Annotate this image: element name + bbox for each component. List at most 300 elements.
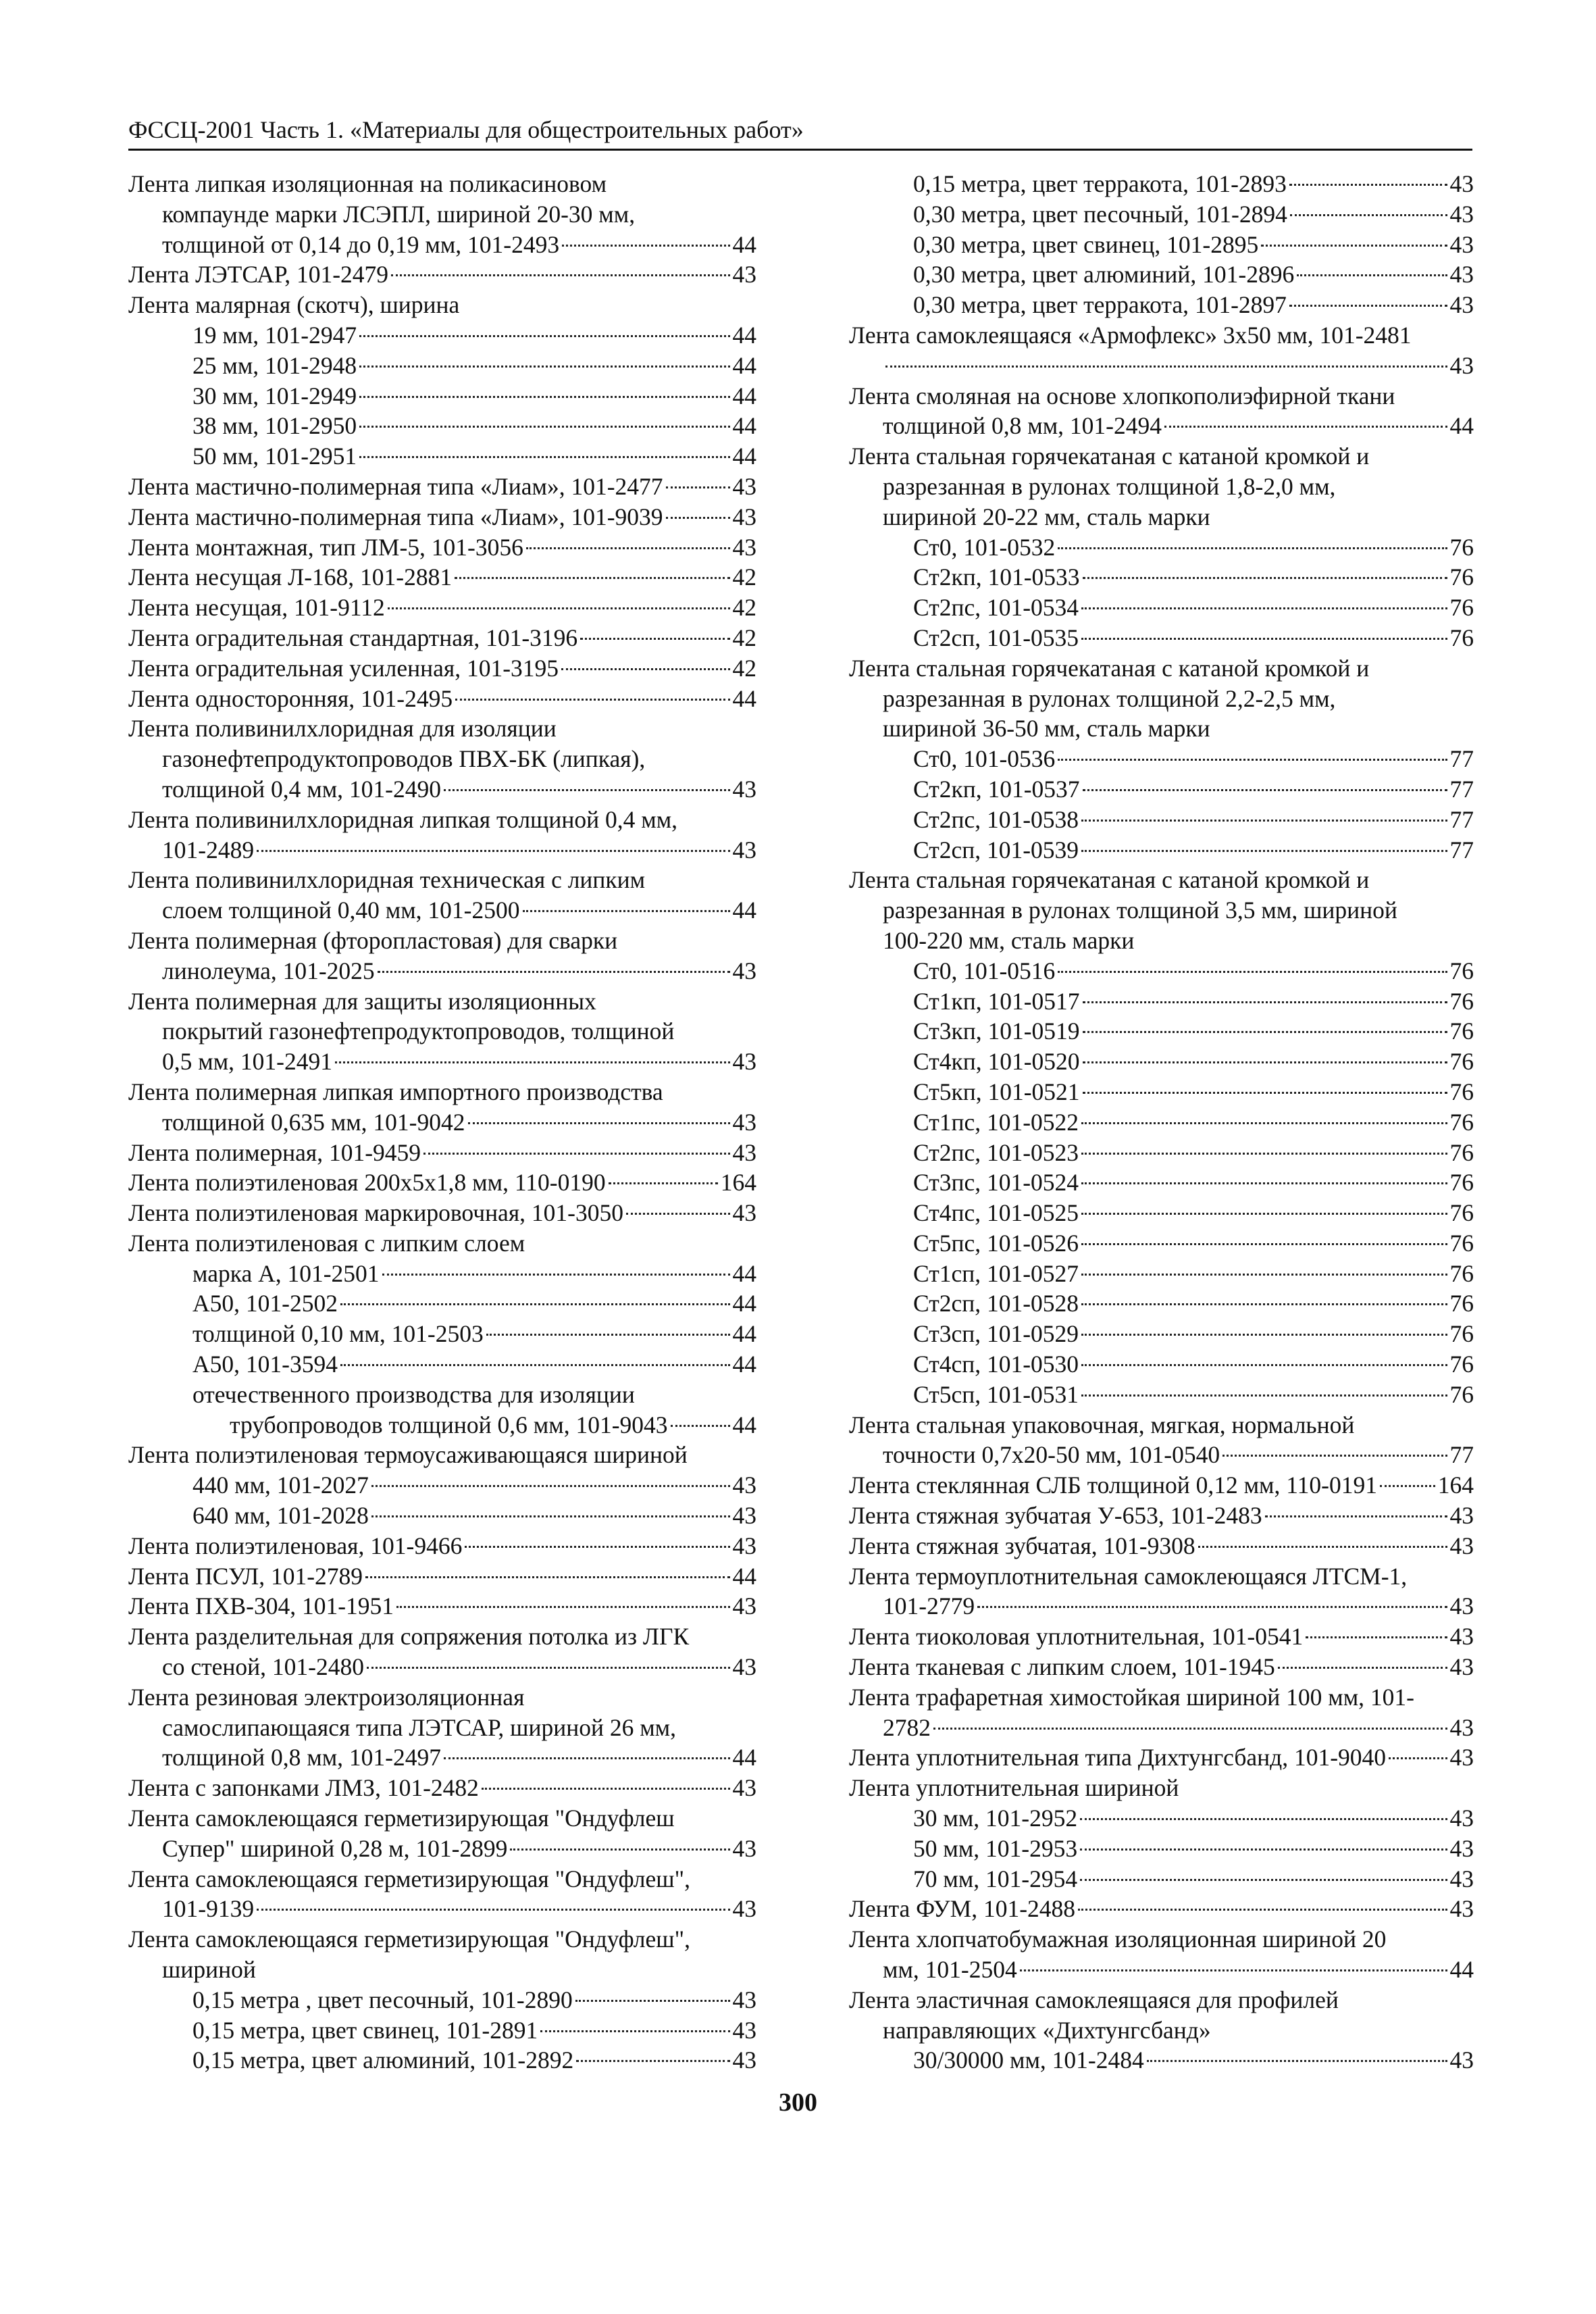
index-entry-text: толщиной 0,635 мм, 101-9042 bbox=[162, 1108, 465, 1136]
index-entry bbox=[128, 1742, 756, 1773]
index-entry-text: Ст2пс, 101-0523 bbox=[913, 1138, 1079, 1166]
page-header: ФССЦ-2001 Часть 1. «Материалы для общестроительных работ» bbox=[128, 115, 1472, 151]
index-entry-text: Лента несущая, 101-9112 bbox=[128, 594, 385, 622]
index-entry-page: 43 bbox=[1449, 1623, 1474, 1651]
index-entry-text: 30/30000 мм, 101-2484 bbox=[913, 2046, 1144, 2074]
dot-leader bbox=[388, 607, 730, 609]
index-entry-text: отечественного производства для изоляции bbox=[192, 1380, 635, 1408]
dot-leader bbox=[1083, 577, 1447, 579]
index-entry bbox=[128, 986, 756, 1017]
index-entry-text: Лента стальная упаковочная, мягкая, нормальной bbox=[849, 1411, 1355, 1438]
dot-leader bbox=[575, 2000, 730, 2002]
index-entry bbox=[128, 1803, 756, 1834]
index-entry bbox=[128, 713, 756, 744]
index-entry bbox=[849, 2015, 1474, 2046]
index-entry bbox=[849, 986, 1474, 1017]
index-entry-page: 44 bbox=[732, 351, 756, 379]
dot-leader bbox=[1081, 638, 1447, 640]
index-entry-page: 44 bbox=[732, 321, 756, 349]
index-entry-text: Лента стальная горячекатаная с катаной кромкой и bbox=[849, 654, 1370, 682]
index-entry bbox=[128, 835, 756, 865]
index-entry-page: 77 bbox=[1449, 775, 1474, 803]
index-entry-text: А50, 101-2502 bbox=[192, 1290, 338, 1317]
dot-leader bbox=[340, 1303, 730, 1305]
index-entry bbox=[849, 593, 1474, 623]
index-entry bbox=[849, 623, 1474, 653]
index-entry bbox=[849, 1652, 1474, 1682]
index-entry bbox=[849, 1380, 1474, 1410]
index-entry-page: 76 bbox=[1449, 1138, 1474, 1166]
index-entry bbox=[849, 259, 1474, 290]
index-entry-page: 43 bbox=[1449, 291, 1474, 319]
dot-leader bbox=[455, 577, 729, 579]
index-entry-text: Лента ПСУЛ, 101-2789 bbox=[128, 1562, 363, 1590]
index-entry-text: Лента малярная (скотч), ширина bbox=[128, 291, 460, 319]
index-entry bbox=[849, 320, 1474, 351]
dot-leader bbox=[1081, 1122, 1447, 1124]
index-entry bbox=[849, 1470, 1474, 1501]
index-entry bbox=[128, 1440, 756, 1470]
dot-leader bbox=[1020, 1969, 1447, 1971]
index-entry-text: Лента поливинилхлоридная липкая толщиной 0,4 мм, bbox=[128, 805, 678, 833]
index-entry-page: 43 bbox=[732, 957, 756, 984]
index-entry-page: 76 bbox=[1449, 624, 1474, 651]
index-entry-text: Лента термоуплотнительная самоклеющаяся ЛТСМ-1, bbox=[849, 1562, 1408, 1590]
index-entry-text: Ст2кп, 101-0533 bbox=[913, 563, 1080, 591]
index-entry bbox=[849, 774, 1474, 805]
index-entry-text: 0,15 метра, цвет терракота, 101-2893 bbox=[913, 170, 1287, 197]
dot-leader bbox=[378, 971, 730, 973]
index-entry-text: 101-9139 bbox=[162, 1895, 255, 1923]
dot-leader bbox=[933, 1728, 1447, 1730]
index-entry bbox=[849, 835, 1474, 865]
index-entry-page: 43 bbox=[1449, 1653, 1474, 1681]
index-entry bbox=[128, 865, 756, 895]
index-entry-page: 44 bbox=[1449, 412, 1474, 440]
index-entry bbox=[128, 1652, 756, 1682]
index-entry-text: Лента монтажная, тип ЛМ-5, 101-3056 bbox=[128, 533, 523, 561]
dot-leader bbox=[1078, 1909, 1447, 1911]
dot-leader bbox=[359, 366, 729, 368]
dot-leader bbox=[1198, 1546, 1447, 1548]
index-entry bbox=[128, 2015, 756, 2046]
index-entry bbox=[849, 1924, 1474, 1955]
index-entry-text: 0,30 метра, цвет алюминий, 101-2896 bbox=[913, 261, 1295, 288]
dot-leader bbox=[1083, 1001, 1447, 1003]
index-entry bbox=[128, 1047, 756, 1077]
dot-leader bbox=[1081, 820, 1447, 822]
index-entry-text: 2782 bbox=[883, 1713, 931, 1741]
index-entry-page: 164 bbox=[720, 1169, 756, 1197]
dot-leader bbox=[1083, 789, 1447, 791]
index-entry-text: со стеной, 101-2480 bbox=[162, 1653, 364, 1681]
index-entry bbox=[849, 1167, 1474, 1198]
index-entry bbox=[849, 1531, 1474, 1561]
index-entry-text: Лента полиэтиленовая, 101-9466 bbox=[128, 1532, 463, 1559]
index-entry-page: 43 bbox=[1449, 1532, 1474, 1559]
index-entry-text: Лента самоклеющаяся герметизирующая "Ондуфлеш", bbox=[128, 1926, 690, 1953]
index-entry-text: направляющих «Дихтунгсбанд» bbox=[883, 2016, 1211, 2044]
index-entry-text: Лента стальная горячекатаная с катаной кромкой и bbox=[849, 866, 1370, 894]
dot-leader bbox=[580, 638, 729, 640]
dot-leader bbox=[562, 245, 729, 247]
index-entry-text: Лента самоклеющаяся герметизирующая "Ондуфлеш", bbox=[128, 1865, 690, 1892]
dot-leader bbox=[977, 1606, 1447, 1608]
index-entry-text: 0,15 метра , цвет песочный, 101-2890 bbox=[192, 1986, 573, 2013]
dot-leader bbox=[1265, 1515, 1447, 1517]
index-entry-text: 25 мм, 101-2948 bbox=[192, 351, 357, 379]
index-entry bbox=[849, 805, 1474, 835]
index-entry-page: 43 bbox=[1449, 1834, 1474, 1862]
index-entry bbox=[128, 1531, 756, 1561]
index-entry-text: Лента полимерная, 101-9459 bbox=[128, 1138, 421, 1166]
index-entry-page: 44 bbox=[732, 443, 756, 470]
index-entry bbox=[128, 381, 756, 411]
dot-leader bbox=[335, 1061, 729, 1063]
index-entry-page: 76 bbox=[1449, 563, 1474, 591]
index-entry-page: 76 bbox=[1449, 1229, 1474, 1257]
index-entry-text: Лента эластичная самоклеящаяся для профилей bbox=[849, 1986, 1339, 2013]
index-entry bbox=[849, 744, 1474, 774]
index-entry bbox=[849, 351, 1474, 381]
index-entry-page: 43 bbox=[732, 1048, 756, 1076]
index-entry-text: 101-2489 bbox=[162, 836, 255, 863]
index-entry-text: Ст0, 101-0532 bbox=[913, 533, 1056, 561]
dot-leader bbox=[465, 1546, 729, 1548]
index-entry bbox=[128, 593, 756, 623]
index-entry-text: 101-2779 bbox=[883, 1592, 975, 1620]
dot-leader bbox=[1081, 1182, 1447, 1184]
index-entry-page: 43 bbox=[732, 503, 756, 530]
dot-leader bbox=[391, 274, 729, 276]
index-entry-text: Лента полиэтиленовая 200х5х1,8 мм, 110-0190 bbox=[128, 1169, 606, 1197]
dot-leader bbox=[1278, 1667, 1447, 1669]
index-entry bbox=[128, 411, 756, 441]
index-entry-text: Лента ПХВ-304, 101-1951 bbox=[128, 1592, 394, 1620]
index-entry bbox=[128, 441, 756, 472]
index-entry-text: 0,30 метра, цвет терракота, 101-2897 bbox=[913, 291, 1287, 319]
index-entry-text: толщиной 0,8 мм, 101-2497 bbox=[162, 1744, 441, 1771]
index-entry-page: 44 bbox=[732, 1290, 756, 1317]
dot-leader bbox=[444, 789, 730, 791]
dot-leader bbox=[1058, 759, 1447, 761]
dot-leader bbox=[1261, 245, 1447, 247]
index-entry bbox=[128, 1077, 756, 1107]
index-entry bbox=[849, 411, 1474, 441]
index-entry bbox=[849, 653, 1474, 684]
dot-leader bbox=[1081, 1243, 1447, 1245]
index-entry-text: Лента стяжная зубчатая У-653, 101-2483 bbox=[849, 1502, 1262, 1530]
index-entry bbox=[128, 472, 756, 502]
dot-leader bbox=[1389, 1757, 1447, 1759]
index-entry-text: Лента самоклеющаяся герметизирующая "Ондуфлеш bbox=[128, 1805, 675, 1832]
index-entry-text: Лента стальная горячекатаная с катаной кромкой и bbox=[849, 443, 1370, 470]
index-entry-text: Лента резиновая электроизоляционная bbox=[128, 1683, 525, 1711]
index-entry-page: 43 bbox=[732, 1502, 756, 1530]
index-entry-text: Лента стяжная зубчатая, 101-9308 bbox=[849, 1532, 1195, 1559]
page-number: 300 bbox=[779, 2088, 817, 2117]
index-entry bbox=[849, 1985, 1474, 2015]
dot-leader bbox=[561, 668, 729, 670]
index-entry bbox=[128, 1228, 756, 1259]
index-entry bbox=[128, 1501, 756, 1531]
index-entry-page: 43 bbox=[732, 775, 756, 803]
index-entry bbox=[849, 1501, 1474, 1531]
index-entry-page: 43 bbox=[1449, 2046, 1474, 2074]
index-entry-text: 38 мм, 101-2950 bbox=[192, 412, 357, 440]
index-entry bbox=[128, 1259, 756, 1289]
index-entry-page: 42 bbox=[732, 624, 756, 651]
index-entry-page: 43 bbox=[732, 1774, 756, 1802]
index-entry-text: Ст0, 101-0536 bbox=[913, 745, 1056, 773]
index-entry-page: 43 bbox=[1449, 1592, 1474, 1620]
dot-leader bbox=[576, 2060, 729, 2062]
index-entry-text: Ст2сп, 101-0535 bbox=[913, 624, 1079, 651]
index-entry bbox=[849, 865, 1474, 895]
index-entry bbox=[849, 1591, 1474, 1621]
index-entry-page: 44 bbox=[732, 230, 756, 258]
index-entry bbox=[849, 1319, 1474, 1349]
index-entry-text: толщиной 0,4 мм, 101-2490 bbox=[162, 775, 441, 803]
index-entry-page: 42 bbox=[732, 563, 756, 591]
index-entry-page: 44 bbox=[732, 1744, 756, 1771]
index-entry-text: Лента полиэтиленовая маркировочная, 101-3050 bbox=[128, 1199, 623, 1227]
index-entry bbox=[128, 1621, 756, 1652]
index-entry-text: 30 мм, 101-2949 bbox=[192, 382, 357, 409]
dot-leader bbox=[510, 1848, 729, 1851]
index-entry bbox=[849, 926, 1474, 956]
index-entry-text: самослипающаяся типа ЛЭТСАР, шириной 26 мм, bbox=[162, 1713, 676, 1741]
dot-leader bbox=[1081, 850, 1447, 852]
index-entry bbox=[128, 532, 756, 563]
index-entry bbox=[128, 2045, 756, 2076]
index-entry bbox=[849, 230, 1474, 260]
index-entry-page: 44 bbox=[732, 1351, 756, 1378]
dot-leader bbox=[1380, 1485, 1435, 1487]
index-entry-page: 43 bbox=[1449, 1865, 1474, 1892]
index-entry-page: 76 bbox=[1449, 1290, 1474, 1317]
index-entry bbox=[849, 956, 1474, 986]
index-entry-page: 44 bbox=[732, 684, 756, 712]
index-entry-text: Лента полимерная липкая импортного производства bbox=[128, 1078, 663, 1105]
index-entry-text: Ст3пс, 101-0524 bbox=[913, 1169, 1079, 1197]
index-entry-text: Лента трафаретная химостойкая шириной 100 мм, 101- bbox=[849, 1683, 1415, 1711]
index-entry-text: 100-220 мм, сталь марки bbox=[883, 926, 1135, 954]
dot-leader bbox=[1289, 184, 1447, 186]
index-entry-text: 0,15 метра, цвет свинец, 101-2891 bbox=[192, 2016, 538, 2044]
index-entry-text: 50 мм, 101-2951 bbox=[192, 443, 357, 470]
index-entry-page: 44 bbox=[732, 1562, 756, 1590]
dot-leader bbox=[666, 486, 730, 488]
index-entry-text: Лента мастично-полимерная типа «Лиам», 101-9039 bbox=[128, 503, 663, 530]
index-entry-page: 43 bbox=[732, 1138, 756, 1166]
index-entry bbox=[849, 1713, 1474, 1743]
index-entry-text: Лента полиэтиленовая с липким слоем bbox=[128, 1229, 525, 1257]
index-entry-text: точности 0,7х20-50 мм, 101-0540 bbox=[883, 1441, 1220, 1469]
index-entry bbox=[849, 1864, 1474, 1894]
index-entry bbox=[128, 1955, 756, 1985]
index-entry-page: 43 bbox=[732, 2046, 756, 2074]
index-entry-text: разрезанная в рулонах толщиной 1,8-2,0 мм, bbox=[883, 472, 1336, 500]
index-entry-page: 43 bbox=[1449, 200, 1474, 228]
index-entry-page: 43 bbox=[732, 1653, 756, 1681]
dot-leader bbox=[1081, 1303, 1447, 1305]
dot-leader bbox=[1289, 305, 1447, 307]
index-entry bbox=[128, 1682, 756, 1713]
index-entry bbox=[128, 1349, 756, 1380]
index-entry-page: 43 bbox=[1449, 1895, 1474, 1923]
index-entry-text: Ст2сп, 101-0539 bbox=[913, 836, 1079, 863]
dot-leader bbox=[1147, 2060, 1447, 2062]
index-entry-text: 640 мм, 101-2028 bbox=[192, 1502, 369, 1530]
index-entry bbox=[128, 230, 756, 260]
index-entry-text: компаунде марки ЛСЭПЛ, шириной 20-30 мм, bbox=[162, 200, 636, 228]
dot-leader bbox=[1290, 214, 1447, 216]
index-entry-page: 76 bbox=[1449, 1351, 1474, 1378]
index-entry bbox=[849, 1561, 1474, 1592]
index-entry-page: 43 bbox=[1449, 1713, 1474, 1741]
dot-leader bbox=[1083, 1061, 1447, 1063]
index-entry bbox=[128, 774, 756, 805]
index-entry-text: 30 мм, 101-2952 bbox=[913, 1805, 1078, 1832]
index-entry bbox=[128, 562, 756, 593]
dot-leader bbox=[257, 1909, 729, 1911]
index-entry-page: 77 bbox=[1449, 1441, 1474, 1469]
index-entry-page: 44 bbox=[1449, 1956, 1474, 1984]
index-entry bbox=[128, 895, 756, 926]
index-entry bbox=[849, 684, 1474, 714]
index-entry-page: 43 bbox=[732, 1108, 756, 1136]
index-entry-page: 44 bbox=[732, 1259, 756, 1287]
index-entry-text: покрытий газонефтепродуктопроводов, толщиной bbox=[162, 1017, 675, 1045]
dot-leader bbox=[382, 1274, 730, 1276]
index-entry-text: 440 мм, 101-2027 bbox=[192, 1472, 369, 1499]
dot-leader bbox=[526, 547, 730, 549]
dot-leader bbox=[1081, 607, 1447, 609]
dot-leader bbox=[1080, 1848, 1447, 1851]
dot-leader bbox=[1081, 1213, 1447, 1215]
index-entry bbox=[849, 1349, 1474, 1380]
index-entry bbox=[849, 1259, 1474, 1289]
index-entry-page: 43 bbox=[1449, 261, 1474, 288]
dot-leader bbox=[626, 1213, 730, 1215]
index-entry-text: Лента полиэтиленовая термоусаживающаяся шириной bbox=[128, 1441, 688, 1469]
index-entry bbox=[849, 502, 1474, 532]
index-entry-page: 76 bbox=[1449, 1048, 1474, 1076]
index-entry-page: 76 bbox=[1449, 957, 1474, 984]
index-entry bbox=[849, 1621, 1474, 1652]
index-entry bbox=[128, 1138, 756, 1168]
index-entry-text: Ст1кп, 101-0517 bbox=[913, 987, 1080, 1015]
index-entry-text: слоем толщиной 0,40 мм, 101-2500 bbox=[162, 897, 520, 924]
index-entry-page: 77 bbox=[1449, 745, 1474, 773]
index-entry-text: Ст2сп, 101-0528 bbox=[913, 1290, 1079, 1317]
index-entry-text: толщиной 0,10 мм, 101-2503 bbox=[192, 1320, 484, 1348]
index-entry bbox=[128, 1380, 756, 1410]
dot-leader bbox=[423, 1153, 729, 1155]
index-entry-text: Ст1пс, 101-0522 bbox=[913, 1108, 1079, 1136]
index-entry bbox=[849, 1077, 1474, 1107]
index-entry-text: 0,5 мм, 101-2491 bbox=[162, 1048, 333, 1076]
dot-leader bbox=[359, 335, 729, 337]
index-entry-page: 43 bbox=[732, 836, 756, 863]
index-entry bbox=[849, 713, 1474, 744]
index-entry-page: 43 bbox=[732, 1592, 756, 1620]
index-entry-text: Лента несущая Л-168, 101-2881 bbox=[128, 563, 453, 591]
index-entry bbox=[849, 1440, 1474, 1470]
index-entry bbox=[128, 199, 756, 230]
index-entry-text: Ст3сп, 101-0529 bbox=[913, 1320, 1079, 1348]
index-entry-page: 44 bbox=[732, 897, 756, 924]
index-entry-page: 42 bbox=[732, 654, 756, 682]
index-entry bbox=[849, 381, 1474, 411]
index-entry-text: Ст2пс, 101-0538 bbox=[913, 805, 1079, 833]
index-entry-page: 43 bbox=[1449, 1805, 1474, 1832]
index-entry bbox=[128, 1288, 756, 1319]
dot-leader bbox=[1081, 1274, 1447, 1276]
dot-leader bbox=[1222, 1455, 1447, 1457]
index-entry-text: марка А, 101-2501 bbox=[192, 1259, 380, 1287]
index-entry-text: Супер" шириной 0,28 м, 101-2899 bbox=[162, 1834, 508, 1862]
index-entry-text: Лента самоклеящаяся «Армофлекс» 3х50 мм, 101-2481 bbox=[849, 321, 1412, 349]
dot-leader bbox=[257, 850, 729, 852]
index-entry bbox=[128, 1167, 756, 1198]
index-entry-text: Ст4кп, 101-0520 bbox=[913, 1048, 1080, 1076]
index-entry-page: 43 bbox=[732, 1834, 756, 1862]
index-entry bbox=[128, 351, 756, 381]
dot-leader bbox=[1083, 1031, 1447, 1033]
dot-leader bbox=[486, 1334, 730, 1336]
index-entry-text: шириной bbox=[162, 1956, 256, 1984]
index-entry-page: 43 bbox=[732, 1895, 756, 1923]
dot-leader bbox=[666, 517, 730, 519]
index-entry-page: 76 bbox=[1449, 987, 1474, 1015]
index-entry bbox=[849, 1834, 1474, 1864]
index-entry bbox=[849, 562, 1474, 593]
index-entry bbox=[128, 1410, 756, 1440]
index-entry-page: 76 bbox=[1449, 1169, 1474, 1197]
index-entry-text: Ст4сп, 101-0530 bbox=[913, 1351, 1079, 1378]
index-entry-text: трубопроводов толщиной 0,6 мм, 101-9043 bbox=[230, 1411, 668, 1438]
index-entry bbox=[128, 1016, 756, 1047]
index-entry-page: 76 bbox=[1449, 533, 1474, 561]
index-entry bbox=[128, 1894, 756, 1924]
index-entry-text: Лента стеклянная СЛБ толщиной 0,12 мм, 110-0191 bbox=[849, 1472, 1378, 1499]
index-entry-text: толщиной от 0,14 до 0,19 мм, 101-2493 bbox=[162, 230, 560, 258]
index-entry-text: 0,15 метра, цвет алюминий, 101-2892 bbox=[192, 2046, 574, 2074]
dot-leader bbox=[359, 456, 729, 458]
index-entry bbox=[849, 1773, 1474, 1803]
dot-leader bbox=[540, 2030, 729, 2032]
index-entry bbox=[849, 532, 1474, 563]
index-entry-text: Лента уплотнительная типа Дихтунгсбанд, 101-9040 bbox=[849, 1744, 1387, 1771]
index-entry-page: 76 bbox=[1449, 1259, 1474, 1287]
index-entry bbox=[849, 472, 1474, 502]
index-entry-text: Лента смоляная на основе хлопкополиэфирной ткани bbox=[849, 382, 1395, 409]
dot-leader bbox=[340, 1364, 730, 1366]
index-entry-text: Лента разделительная для сопряжения потолка из ЛГК bbox=[128, 1623, 690, 1651]
index-entry-page: 43 bbox=[732, 533, 756, 561]
index-entry bbox=[849, 290, 1474, 320]
index-entry-text: Лента полимерная для защиты изоляционных bbox=[128, 987, 596, 1015]
dot-leader bbox=[1081, 1153, 1447, 1155]
dot-leader bbox=[367, 1667, 730, 1669]
dot-leader bbox=[444, 1757, 730, 1759]
index-entry-text: Ст3кп, 101-0519 bbox=[913, 1017, 1080, 1045]
index-entry-text: Лента ФУМ, 101-2488 bbox=[849, 1895, 1076, 1923]
dot-leader bbox=[1058, 547, 1447, 549]
index-entry-page: 43 bbox=[732, 1532, 756, 1559]
